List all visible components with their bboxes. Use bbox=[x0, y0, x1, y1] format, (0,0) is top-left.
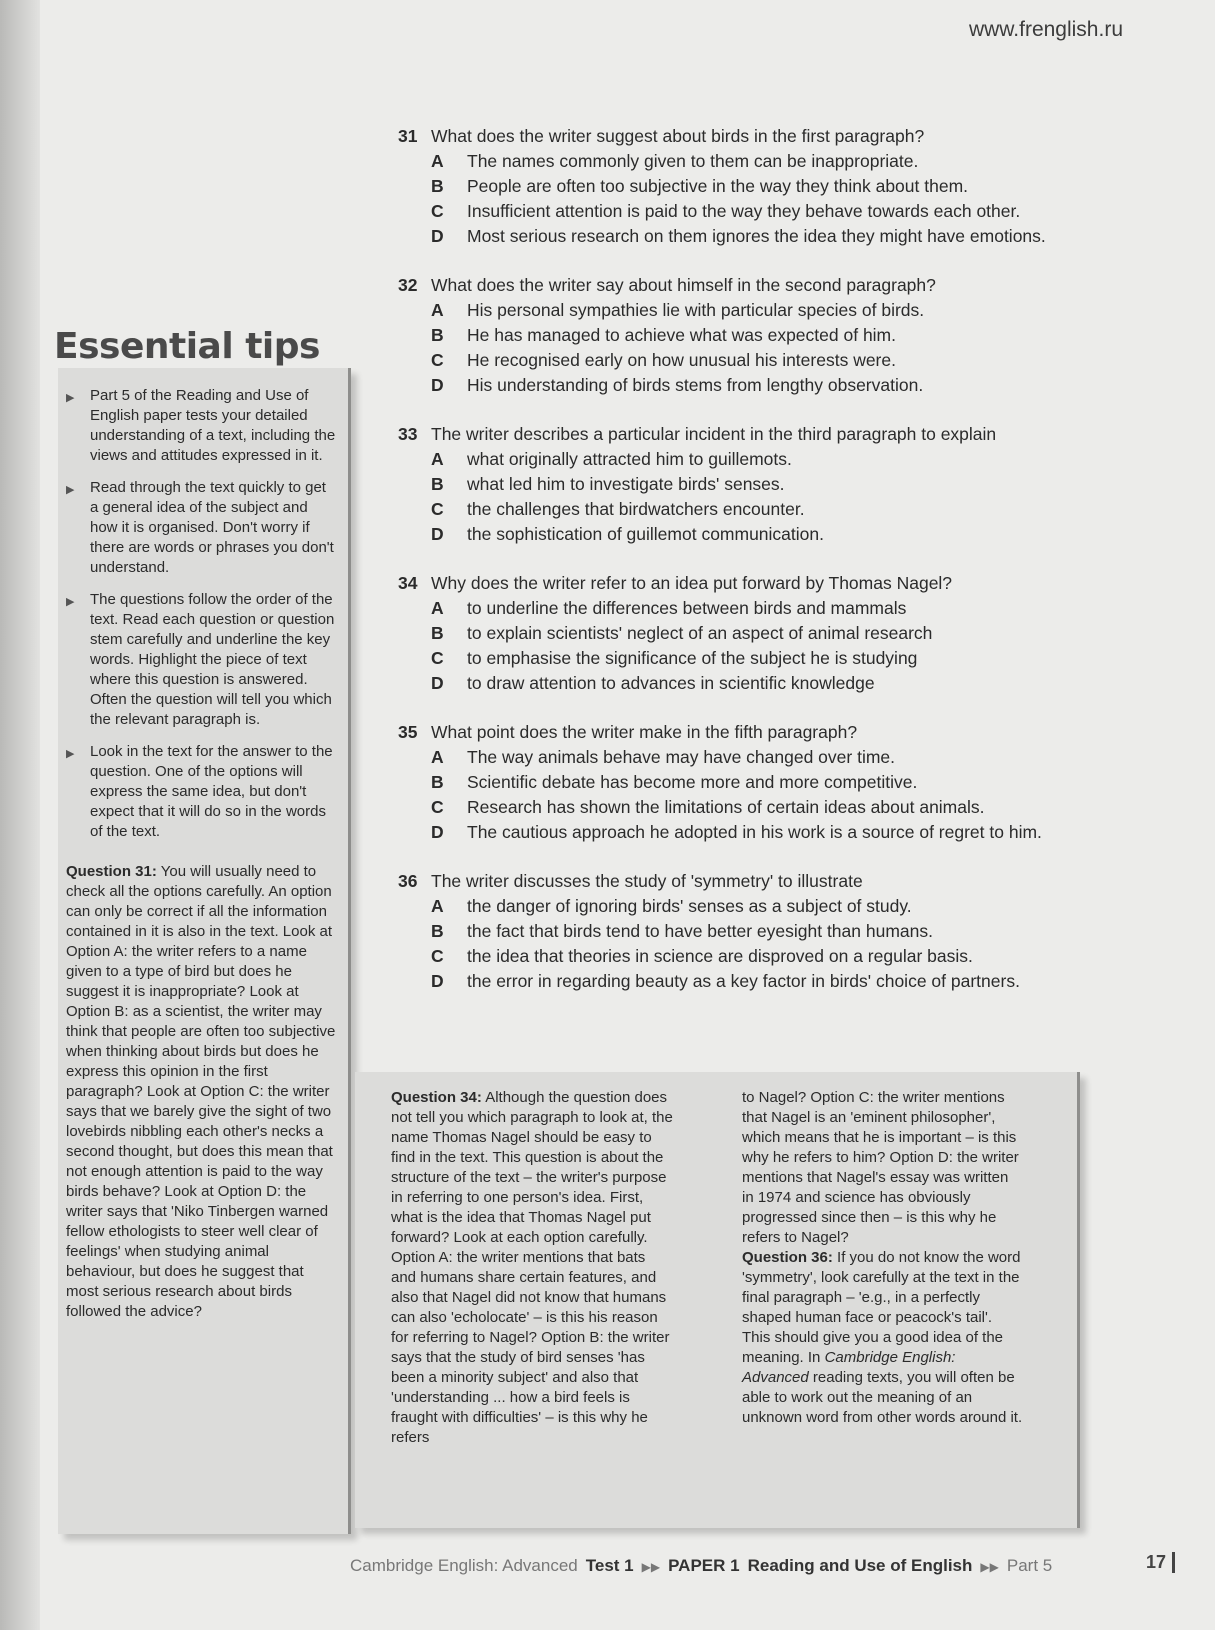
option-b: B People are often too subjective in the way they think about them. bbox=[431, 176, 969, 196]
footer-arrow-icon: ▶▶ bbox=[980, 1560, 999, 1574]
question-number: 33 bbox=[398, 424, 418, 444]
option-b: B to explain scientists' neglect of an aspect of animal research bbox=[431, 623, 933, 643]
option-d: D The cautious approach he adopted in his work is a source of regret to him. bbox=[431, 822, 1042, 842]
questions-list bbox=[398, 124, 1178, 1018]
bullet-arrow-icon: ▶ bbox=[66, 392, 75, 404]
question-number: 31 bbox=[398, 126, 418, 146]
option-a: A The names commonly given to them can be inappropriate. bbox=[431, 151, 919, 171]
option-d: D His understanding of birds stems from lengthy observation. bbox=[431, 375, 924, 395]
question-35 bbox=[398, 720, 1178, 845]
option-b: B what led him to investigate birds' senses. bbox=[431, 474, 785, 494]
option-b: B the fact that birds tend to have better eyesight than humans. bbox=[431, 921, 933, 941]
question-stem: What does the writer say about himself in the second paragraph? bbox=[431, 275, 936, 295]
question-36 bbox=[398, 869, 1178, 994]
option-c: C Research has shown the limitations of certain ideas about animals. bbox=[431, 797, 985, 817]
option-d: D the sophistication of guillemot communication. bbox=[431, 524, 824, 544]
question-number: 35 bbox=[398, 722, 418, 742]
option-b: B Scientific debate has become more and more competitive. bbox=[431, 772, 918, 792]
bullet-arrow-icon: ▶ bbox=[66, 484, 75, 496]
question-stem: What does the writer suggest about birds in the first paragraph? bbox=[431, 126, 925, 146]
option-c: C Insufficient attention is paid to the way they behave towards each other. bbox=[431, 201, 1021, 221]
option-b: B He has managed to achieve what was expected of him. bbox=[431, 325, 896, 345]
question-stem: The writer describes a particular incident in the third paragraph to explain bbox=[431, 424, 997, 444]
page-number: 17 bbox=[1146, 1552, 1175, 1573]
tips-column-left: Question 34: Although the question does not tell you which paragraph to look at, the name Thomas Nagel should be easy to find in the text. This question is about the structure of the text – the writer's purpose in referring to one person's idea. First, what is the idea that Thomas Nagel put forward? Look at each option carefully. Option A: the writer mentions that bats and humans share certain features, and also that Nagel did not know that humans can also 'echolocate' – is this his reason for referring to Nagel? Option B: the writer says that the study of bird senses 'has been a minority subject' and also that 'understanding ... how a bird feels is fraught with difficulties' – is this why he refers bbox=[391, 1089, 673, 1446]
question-34-note-cont: to Nagel? Option C: the writer mentions that Nagel is an 'eminent philosopher', which means that he is important – is this why he refers to him? Option D: the writer mentions that Nagel's essay was written in 1974 and science has obviously progressed since then – is this why he refers to Nagel? bbox=[742, 1089, 1019, 1246]
option-c: C He recognised early on how unusual his interests were. bbox=[431, 350, 896, 370]
site-url: www.frenglish.ru bbox=[968, 18, 1123, 41]
question-stem: Why does the writer refer to an idea put forward by Thomas Nagel? bbox=[431, 573, 953, 593]
question-31-note: Question 31: You will usually need to check all the options carefully. An option can only be correct if all the information contained in it is also in the text. Look at Option A: the writer refers to a name given to a type of bird but does he suggest it is inappropriate? Look at Option B: as a scientist, the writer may think that people are often too subjective when thinking about birds but does he express this opinion in the first paragraph? Look at Option C: the writer says that we barely give the sight of two lovebirds nibbling each other's necks a second thought, but does this mean that not enough attention is paid to the way birds behave? Look at Option D: the writer says that 'Niko Tinbergen warned fellow ethologists to steer well clear of feelings' when studying animal behaviour, but does he suggest that most serious research about birds followed the advice? bbox=[66, 863, 336, 1320]
option-a: A The way animals behave may have changed over time. bbox=[431, 747, 896, 767]
question-number: 32 bbox=[398, 275, 418, 295]
question-32 bbox=[398, 273, 1178, 398]
question-number: 34 bbox=[398, 573, 418, 593]
option-d: D the error in regarding beauty as a key factor in birds' choice of partners. bbox=[431, 971, 1020, 991]
option-d: D to draw attention to advances in scientific knowledge bbox=[431, 673, 875, 693]
question-33 bbox=[398, 422, 1178, 547]
page-footer bbox=[350, 1556, 1160, 1576]
option-d: D Most serious research on them ignores the idea they might have emotions. bbox=[431, 226, 1046, 246]
option-a: A to underline the differences between birds and mammals bbox=[431, 598, 907, 618]
question-34 bbox=[398, 571, 1178, 696]
question-31 bbox=[398, 124, 1178, 249]
page-gutter-shadow bbox=[0, 0, 40, 1630]
footer-part: Part 5 bbox=[1006, 1556, 1053, 1575]
question-number: 36 bbox=[398, 871, 418, 891]
tip-item: ▶ The questions follow the order of the text. Read each question or question stem carefully and underline the key words. Highlight the piece of text where this question is answered. Often the question will tell you which the relevant paragraph is. bbox=[66, 591, 335, 728]
essential-tips-panel bbox=[58, 368, 351, 1534]
question-stem: The writer discusses the study of 'symmetry' to illustrate bbox=[431, 871, 863, 891]
footer-arrow-icon: ▶▶ bbox=[641, 1560, 661, 1574]
bullet-arrow-icon: ▶ bbox=[66, 596, 75, 608]
option-a: A what originally attracted him to guillemots. bbox=[431, 449, 792, 469]
option-a: A His personal sympathies lie with particular species of birds. bbox=[431, 300, 925, 320]
option-a: A the danger of ignoring birds' senses as a subject of study. bbox=[431, 896, 912, 916]
option-c: C to emphasise the significance of the subject he is studying bbox=[431, 648, 918, 668]
question-tips-panel bbox=[355, 1072, 1080, 1528]
tip-item: ▶ Read through the text quickly to get a general idea of the subject and how it is organised. Don't worry if there are words or phrases you don't understand. bbox=[66, 479, 334, 576]
footer-paper: PAPER 1 bbox=[668, 1556, 740, 1575]
option-c: C the idea that theories in science are disproved on a regular basis. bbox=[431, 946, 973, 966]
tips-column-right: to Nagel? Option C: the writer mentions that Nagel is an 'eminent philosopher', which means that he is important – is this why he refers to him? Option D: the writer mentions that Nagel's essay was written in 1974 and science has obviously progressed since then – is this why he refers to Nagel? Question 36: If you do not know the word 'symmetry', look carefully at the text in the final paragraph – 'e.g., in a perfectly shaped human face or peacock's tail'. This should give you a good idea of the meaning. In Cambridge English: Advanced reading texts, you will often be able to work out the meaning of an unknown word from other words around it. bbox=[742, 1089, 1023, 1426]
footer-paper-name: Reading and Use of English bbox=[747, 1556, 973, 1575]
tip-item: ▶ Part 5 of the Reading and Use of English paper tests your detailed understanding of a text, including the views and attitudes expressed in it. bbox=[66, 387, 336, 464]
footer-exam: Cambridge English: Advanced bbox=[350, 1556, 578, 1575]
footer-test: Test 1 bbox=[585, 1556, 634, 1575]
essential-tips-heading: Essential tips bbox=[54, 326, 320, 367]
option-c: C the challenges that birdwatchers encounter. bbox=[431, 499, 805, 519]
bullet-arrow-icon: ▶ bbox=[66, 748, 75, 760]
tip-item: ▶ Look in the text for the answer to the question. One of the options will express the same idea, but don't expect that it will do so in the words of the text. bbox=[66, 743, 333, 840]
question-stem: What point does the writer make in the fifth paragraph? bbox=[431, 722, 858, 742]
